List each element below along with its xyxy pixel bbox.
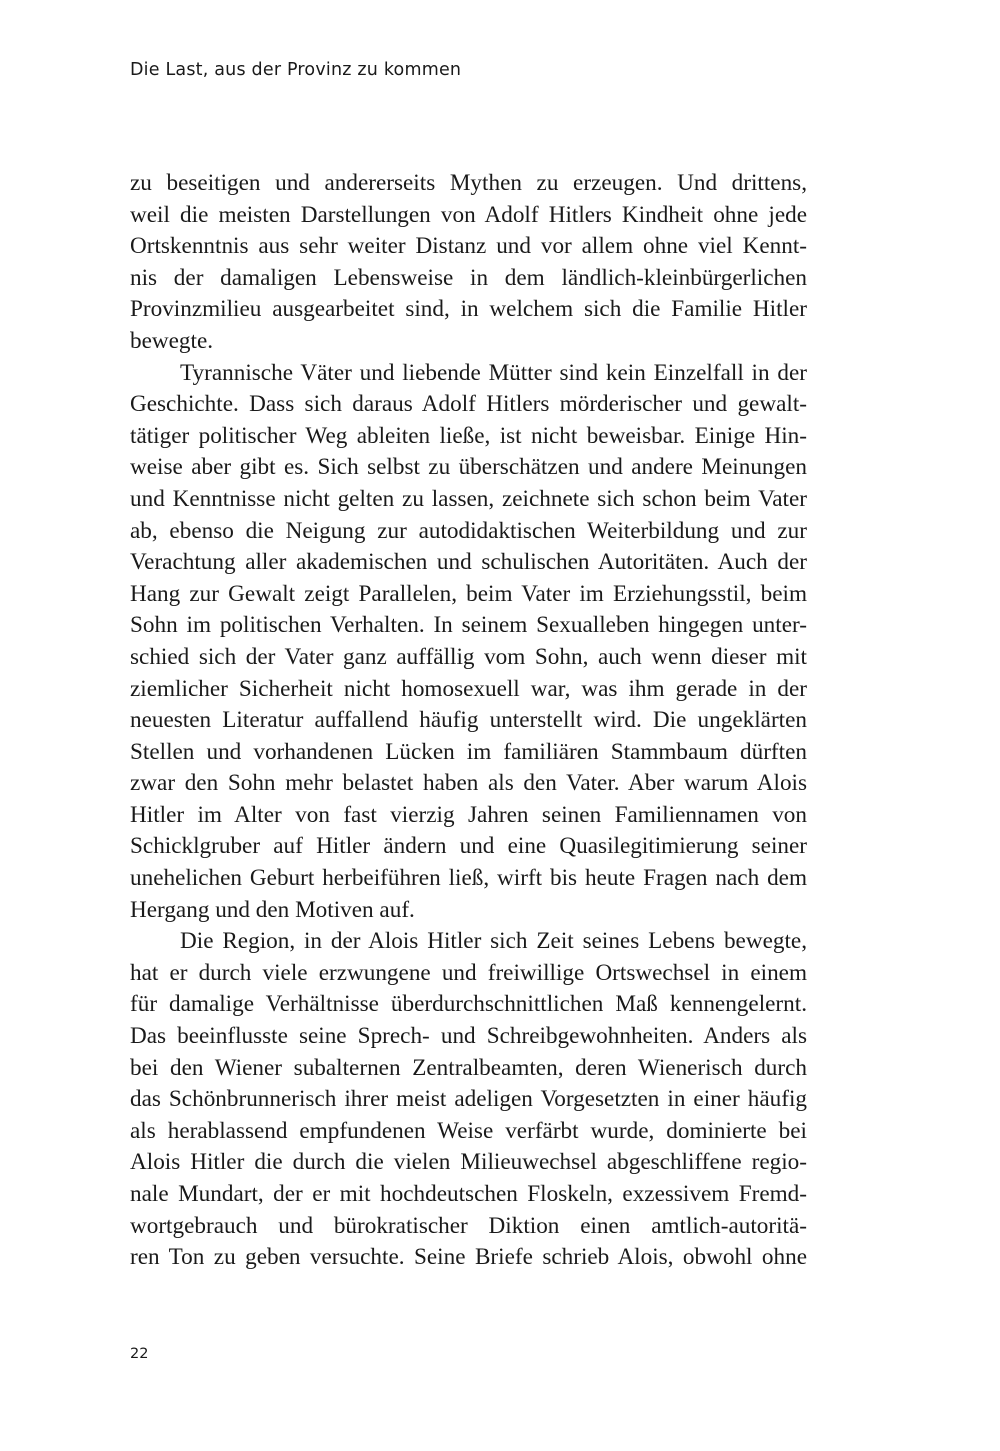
text-line: ren Ton zu geben versuchte. Seine Briefe schrieb Alois, obwohl ohne [130, 1244, 807, 1271]
text-line: zwar den Sohn mehr belastet haben als den Vater. Aber warum Alois [130, 770, 807, 797]
text-line: weil die meisten Darstellungen von Adolf Hitlers Kindheit ohne jede [130, 201, 807, 228]
text-line: Alois Hitler die durch die vielen Milieuwechsel abgeschliffene regio- [130, 1149, 807, 1176]
text-line: neuesten Literatur auffallend häufig unterstellt wird. Die ungeklärten [130, 707, 807, 734]
paragraph-2 [130, 358, 807, 927]
text-line: Die Region, in der Alois Hitler sich Zeit seines Lebens bewegte, [180, 928, 807, 955]
text-line: hat er durch viele erzwungene und freiwillige Ortswechsel in einem [130, 959, 807, 986]
text-line: bei den Wiener subalternen Zentralbeamten, deren Wienerisch durch [130, 1054, 807, 1081]
text-line: Tyrannische Väter und liebende Mütter sind kein Einzelfall in der [180, 359, 807, 386]
text-line: Ortskenntnis aus sehr weiter Distanz und vor allem ohne viel Kennt- [130, 233, 807, 260]
text-line: weise aber gibt es. Sich selbst zu überschätzen und andere Meinungen [130, 454, 807, 481]
text-line: Schicklgruber auf Hitler ändern und eine Quasilegitimierung seiner [130, 833, 807, 860]
text-line: und Kenntnisse nicht gelten zu lassen, zeichnete sich schon beim Vater [130, 485, 807, 512]
text-line: tätiger politischer Weg ableiten ließe, ist nicht beweisbar. Einige Hin- [130, 422, 807, 449]
text-line: das Schönbrunnerisch ihrer meist adeligen Vorgesetzten in einer häufig [130, 1086, 807, 1113]
text-line: Verachtung aller akademischen und schulischen Autoritäten. Auch der [130, 549, 807, 576]
text-line: bewegte. [130, 327, 214, 354]
text-line: Sohn im politischen Verhalten. In seinem Sexualleben hingegen unter- [130, 612, 807, 639]
running-head: Die Last, aus der Provinz zu kommen [130, 60, 462, 80]
text-line: Das beeinflusste seine Sprech- und Schreibgewohnheiten. Anders als [130, 1023, 807, 1050]
text-line: für damalige Verhältnisse überdurchschnittlichen Maß kennengelernt. [130, 991, 807, 1018]
paragraph-1 [130, 168, 807, 358]
page-number: 22 [130, 1346, 149, 1362]
body-text [130, 168, 807, 1274]
text-line: nis der damaligen Lebensweise in dem ländlich-kleinbürgerlichen [130, 264, 807, 291]
text-line: Stellen und vorhandenen Lücken im familiären Stammbaum dürften [130, 738, 807, 765]
text-line: Provinzmilieu ausgearbeitet sind, in welchem sich die Familie Hitler [130, 296, 807, 323]
text-line: unehelichen Geburt herbeiführen ließ, wirft bis heute Fragen nach dem [130, 865, 807, 892]
text-line: Hang zur Gewalt zeigt Parallelen, beim Vater im Erziehungsstil, beim [130, 580, 807, 607]
text-line: als herablassend empfundenen Weise verfärbt wurde, dominierte bei [130, 1117, 807, 1144]
text-line: Hergang und den Motiven auf. [130, 896, 415, 923]
text-line: Hitler im Alter von fast vierzig Jahren seinen Familiennamen von [130, 801, 807, 828]
text-line: zu beseitigen und andererseits Mythen zu erzeugen. Und drittens, [130, 170, 807, 196]
paragraph-3 [130, 926, 807, 1274]
text-line: wortgebrauch und bürokratischer Diktion einen amtlich-autoritä- [130, 1212, 807, 1239]
text-line: nale Mundart, der er mit hochdeutschen Floskeln, exzessivem Fremd- [130, 1181, 807, 1207]
text-line: schied sich der Vater ganz auffällig vom Sohn, auch wenn dieser mit [130, 643, 807, 670]
text-line: ziemlicher Sicherheit nicht homosexuell war, was ihm gerade in der [130, 675, 807, 702]
text-line: ab, ebenso die Neigung zur autodidaktischen Weiterbildung und zur [130, 517, 807, 544]
text-line: Geschichte. Dass sich daraus Adolf Hitlers mörderischer und gewalt- [130, 391, 807, 418]
